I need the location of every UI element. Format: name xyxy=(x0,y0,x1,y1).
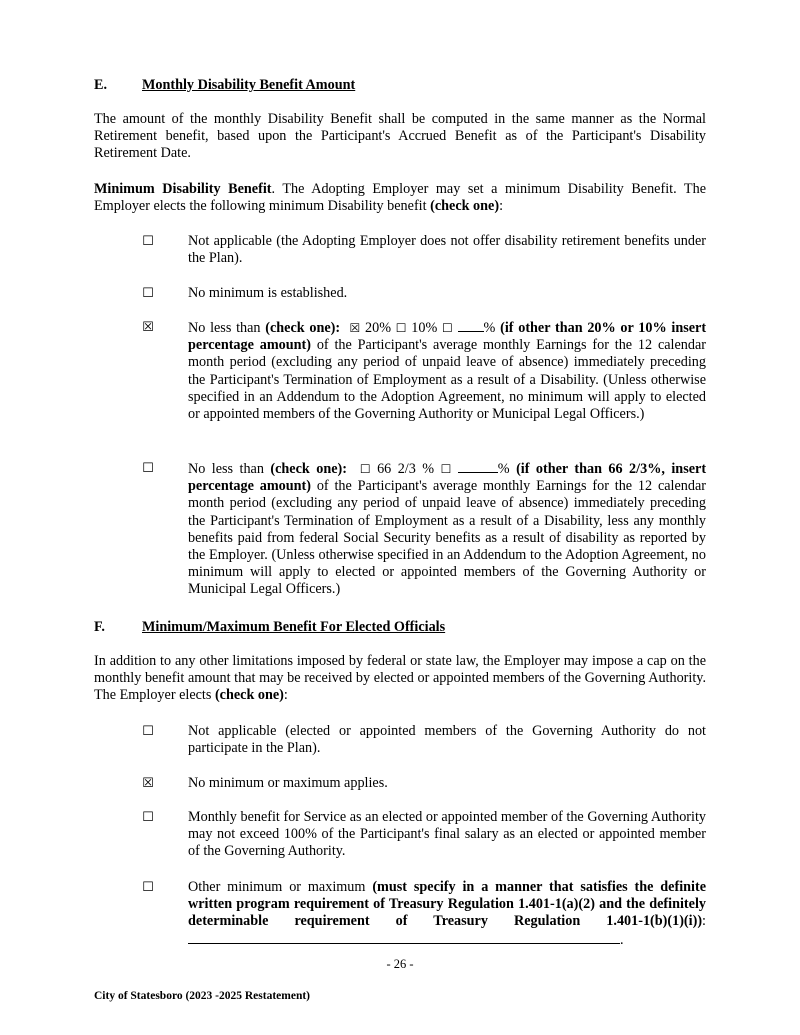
checkbox-f-no-min-max[interactable]: ☒ xyxy=(142,776,154,791)
checkbox-other-percent-2[interactable]: ☐ xyxy=(440,462,452,476)
section-e-title: Monthly Disability Benefit Amount xyxy=(142,77,356,93)
option-f-salary-cap: ☐ Monthly benefit for Service as an elected or appointed member of the Governing Authority may not exceed 100% of the Participant's final salary as an elected or appointed member of the Governing Authority. xyxy=(142,809,706,860)
checkbox-other-percent[interactable]: ☐ xyxy=(442,321,453,335)
option-e-not-applicable: ☐ Not applicable (the Adopting Employer does not offer disability retirement benefits under the Plan). xyxy=(142,233,706,267)
minimum-disability-benefit-label: Minimum Disability Benefit xyxy=(94,181,272,197)
section-e-letter: E. xyxy=(94,77,108,93)
checkbox-66-percent[interactable]: ☐ xyxy=(359,462,371,476)
option-f-other: ☐ Other minimum or maximum (must specify in a manner that satisfies the definite written program requirement of Treasury Regulation 1.401-1(a)(2) and the definitely determinable requirement of Treasury Regulation 1.401-1(b)(1)(i)): . xyxy=(142,879,706,948)
page-number: - 26 - xyxy=(386,957,414,971)
checkbox-f-salary-cap[interactable]: ☐ xyxy=(142,810,154,825)
option-e-social-security-offset: ☐ No less than (check one): ☐ 66 2/3 % ☐ % (if other than 66 2/3%, insert percentage amount) of the Participant's average monthly Earnings for the 12 calendar month period (excluding any period of unpaid leave of absence) immediately preceding the Participant's Termination of Employment as a result of a Disability, less any monthly benefits paid from federal Social Security benefits as a result of disability as reported by the Employer. (Unless otherwise specified in an Addendum to the Adoption Agreement, no minimum will apply to elected or appointed members of the Governing Authority or Municipal Legal Officers.) xyxy=(142,461,707,598)
checkbox-f-not-applicable[interactable]: ☐ xyxy=(142,724,154,739)
section-e-intro: The amount of the monthly Disability Benefit shall be computed in the same manner as the Normal Retirement benefit, based upon the Participant's Accrued Benefit as of the Participant's Disability Retirement Date. xyxy=(94,111,706,162)
section-f-letter: F. xyxy=(94,619,105,635)
checkbox-e-social-security-offset[interactable]: ☐ xyxy=(142,461,154,476)
section-f-intro: In addition to any other limitations imposed by federal or state law, the Employer may impose a cap on the monthly benefit amount that may be received by elected or appointed members of the Governing Authority. The Employer elects (check one): xyxy=(94,653,706,704)
checkbox-10-percent[interactable]: ☐ xyxy=(395,321,407,335)
option-f-not-applicable: ☐ Not applicable (elected or appointed members of the Governing Authority do not participate in the Plan). xyxy=(142,723,706,757)
minimum-disability-benefit-paragraph: Minimum Disability Benefit. The Adopting Employer may set a minimum Disability Benefit. The Employer elects the following minimum Disability benefit (check one): xyxy=(94,181,706,215)
checkbox-e-percentage[interactable]: ☒ xyxy=(142,320,154,335)
section-f-title: Minimum/Maximum Benefit For Elected Officials xyxy=(142,619,446,635)
checkbox-e-no-minimum[interactable]: ☐ xyxy=(142,286,154,301)
checkbox-20-percent[interactable]: ☒ xyxy=(349,321,361,335)
option-e-no-minimum: ☐ No minimum is established. xyxy=(142,285,348,301)
checkbox-e-not-applicable[interactable]: ☐ xyxy=(142,234,154,249)
other-percent-blank-2[interactable] xyxy=(458,460,498,473)
option-e-percentage: ☒ No less than (check one): ☒ 20% ☐ 10% ☐ % (if other than 20% or 10% insert percentage amount) of the Participant's average monthly Earnings for the 12 calendar month period (excluding any period of unpaid leave of absence) immediately preceding the Participant's Termination of Employment as a result of a Disability. (Unless otherwise specified in an Addendum to the Adoption Agreement, no minimum will apply to elected or appointed members of the Governing Authority or Municipal Legal Officers.) xyxy=(142,320,707,423)
other-specify-blank[interactable] xyxy=(188,931,620,944)
other-percent-blank[interactable] xyxy=(458,319,484,332)
document-name: City of Statesboro (2023 -2025 Restatement) xyxy=(94,990,311,1002)
option-f-no-min-max: ☒ No minimum or maximum applies. xyxy=(142,775,388,791)
checkbox-f-other[interactable]: ☐ xyxy=(142,880,154,895)
